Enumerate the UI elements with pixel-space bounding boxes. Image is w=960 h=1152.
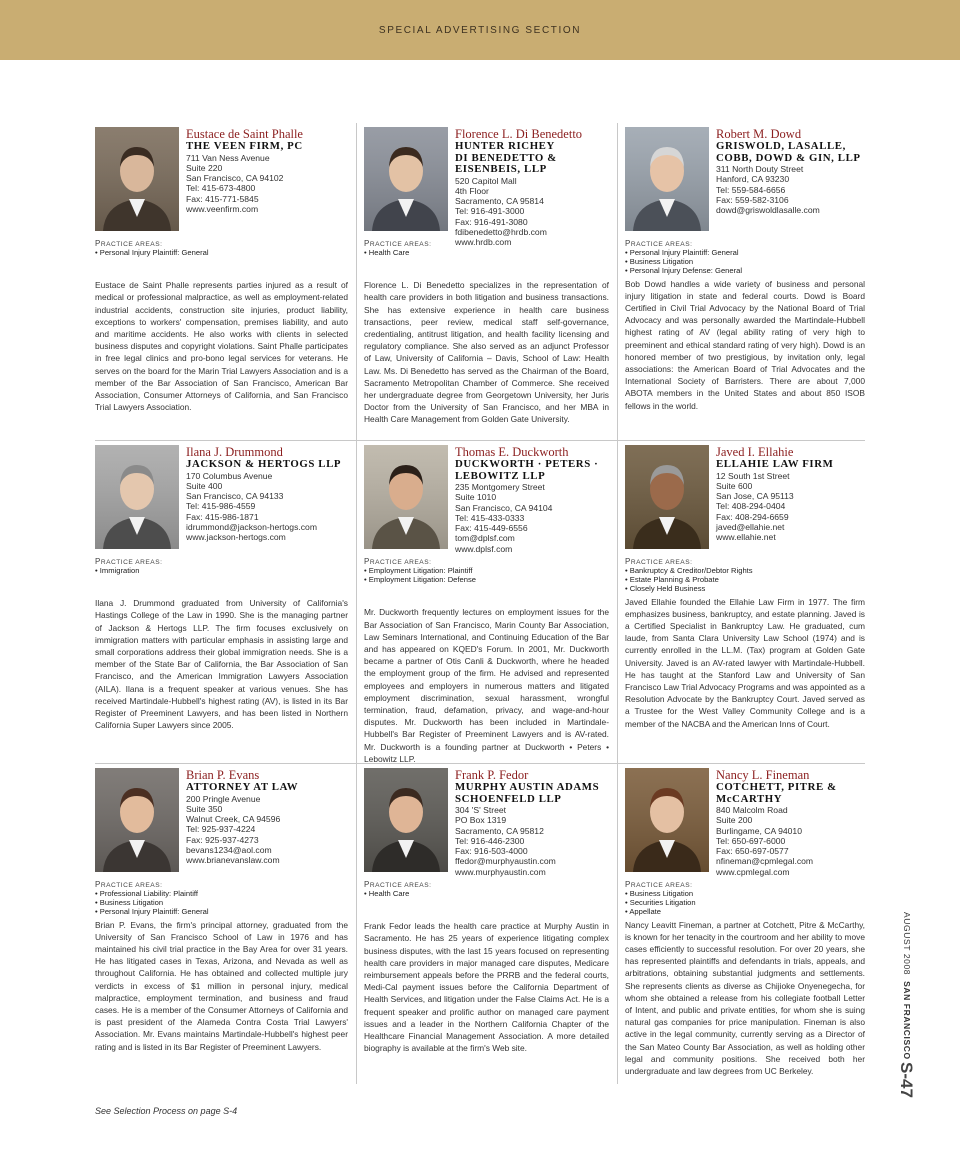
practice-areas-list [625, 566, 865, 594]
practice-areas-label: PRACTICE AREAS: [364, 880, 432, 889]
contact-block [186, 768, 348, 880]
attorney-photo [625, 768, 709, 872]
firm-name-line: LEBOWITZ LLP [455, 469, 546, 482]
portrait-icon [95, 768, 179, 872]
practice-area-item: • Professional Liability: Plaintiff [95, 889, 198, 898]
contact-line: Suite 200 [716, 815, 753, 826]
contact-line: Suite 350 [186, 803, 223, 814]
contact-line: www.cpmlegal.com [716, 866, 790, 877]
attorney-photo [364, 445, 448, 549]
contact-line: 4th Floor [455, 185, 489, 196]
profile-header [625, 445, 865, 557]
contact-line: tom@dplsf.com [455, 533, 515, 544]
practice-area-item: • Health Care [364, 889, 410, 898]
attorney-profile [95, 764, 356, 1084]
profile-header [625, 768, 865, 880]
section-banner [0, 0, 960, 60]
attorney-name: Robert M. Dowd [716, 127, 802, 141]
attorney-name: Nancy L. Fineman [716, 768, 810, 782]
attorney-photo [364, 127, 448, 231]
contact-line: Fax: 650-697-0577 [716, 846, 789, 857]
contact-line: Tel: 408-294-0404 [716, 501, 786, 512]
attorney-name: Javed I. Ellahie [716, 445, 794, 459]
contact-line: fdibenedetto@hrdb.com [455, 226, 547, 237]
contact-line: San Jose, CA 95113 [716, 491, 794, 502]
section-label: SPECIAL ADVERTISING SECTION [378, 24, 582, 36]
practice-area-item: • Personal Injury Plaintiff: General [95, 907, 209, 917]
contact-line: Tel: 559-584-6656 [716, 184, 786, 195]
practice-area-item: • Appellate [625, 907, 662, 917]
practice-area-item: • Business Litigation [625, 889, 694, 898]
portrait-icon [364, 768, 448, 872]
practice-area-item: • Personal Injury Plaintiff: General [95, 248, 209, 257]
contact-block [455, 127, 609, 248]
practice-areas-list [364, 248, 609, 257]
contact-line: www.ellahie.net [716, 532, 776, 543]
contact-line: 304 'S' Street [455, 805, 507, 815]
practice-areas-label: PRACTICE AREAS: [364, 557, 432, 566]
attorney-profile [95, 441, 356, 763]
practice-areas-list [95, 889, 348, 917]
contact-line: Tel: 916-446-2300 [455, 835, 525, 846]
contact-line: 711 Van Ness Avenue [186, 152, 270, 163]
page-number: S-47 [897, 1062, 916, 1098]
portrait-icon [95, 445, 179, 549]
contact-line: Tel: 415-986-4559 [186, 501, 256, 512]
contact-line: 235 Montgomery Street [455, 482, 545, 492]
portrait-icon [625, 768, 709, 872]
contact-line: PO Box 1319 [455, 815, 507, 826]
contact-line: bevans1234@aol.com [186, 844, 272, 855]
contact-line: Hanford, CA 93230 [716, 174, 790, 185]
contact-line: Fax: 925-937-4273 [186, 834, 259, 845]
attorney-bio: Florence L. Di Benedetto specializes in the representation of health care providers in both litigation and business transactions. She has extensive experience in health care business transactions, peer review, medical staff self-governance, credentialing, antitrust litigation, and health facility licensing and regulatory compliance. She also served as an adjunct Professor of Law, University of California – Davis, School of Law: Health Law. Ms. Di Benedetto has served as the Chairman of the Board, Sacramento Metropolitan Chamber of Commerce. She received her undergraduate degree from Georgetown University, her Juris Doctor from the University of San Francisco, and her MBA in Health Care Management from Golden Gate University. [364, 280, 609, 425]
attorney-name: Ilana J. Drummond [186, 445, 283, 459]
attorney-bio: Mr. Duckworth frequently lectures on employment issues for the Bar Association of San Francisco, Marin County Bar Association, Law Seminars International, and Continuing Education of the Bar and has appeared on KQED's Forum. In 2001, Mr. Duckworth became a partner of Otis Canli & Duckworth, where he headed the employment group of the firm. He advised and represented employees and employers in numerous matters and litigated employment discrimination, sexual harassment, wrongful termination, fraud, defamation, privacy, and wage-and-hour disputes. Mr. Duckworth has been included in Martindale-Hubbell's Bar Register of Preeminent Lawyers and is AV-rated. Mr. Duckworth is a founding partner at Duckworth • Peters • Lebowitz LLP. [364, 607, 609, 764]
contact-line: idrummond@jackson-hertogs.com [186, 521, 317, 532]
attorney-bio: Nancy Leavitt Fineman, a partner at Cotchett, Pitre & McCarthy, is known for her tenacity in the courtroom and her ability to move cases efficiently to successful resolution. For over 20 years, she has represented plaintiffs and defendants in trials, appeals, and arbitrations, obtaining substantial judgments and settlements. She represents clients as diverse as Chijioke Onyenegecha, for whom she obtained a release from his collegiate football Letter of Intent, and public and private entities, for whom she is suing natural gas companies for price manipulation. Fineman is also active in the legal community, currently serving as a Director of the San Mateo County Bar Association, as well as holding other legal and community positions. She received both her undergraduate and law degrees from UC Berkeley. [625, 919, 865, 1077]
attorney-photo [95, 127, 179, 231]
contact-block [716, 127, 865, 239]
practice-area-item: • Closely Held Business [625, 584, 706, 594]
attorney-profile [617, 441, 865, 763]
profile-header [364, 768, 609, 880]
practice-area-item: • Personal Injury Defense: General [625, 266, 743, 276]
contact-line: Fax: 559-582-3106 [716, 194, 789, 205]
practice-area-item: • Health Care [364, 248, 410, 257]
contact-block [455, 445, 609, 557]
practice-areas-list [364, 889, 609, 898]
attorney-profile [356, 441, 617, 763]
firm-name-line: ATTORNEY AT LAW [186, 781, 299, 793]
attorney-photo [95, 768, 179, 872]
contact-line: www.veenfirm.com [186, 203, 259, 214]
profile-header [625, 127, 865, 239]
attorney-photo [625, 127, 709, 231]
magazine-name: SAN FRANCISCO [902, 981, 912, 1060]
practice-area-item: • Employment Litigation: Plaintiff [364, 566, 473, 575]
contact-line: Tel: 650-697-6000 [716, 835, 786, 846]
contact-line: Fax: 415-986-1871 [186, 511, 259, 522]
contact-line: Suite 1010 [455, 492, 497, 503]
attorney-bio: Bob Dowd handles a wide variety of business and personal injury litigation in state and federal courts. Dowd is Board Certified in Civil Trial Advocacy by the National Board of Trial Advocacy and was personally awarded the Martindale-Hubbell highest rating of AV (legal ability rating of very high to preeminent and ethical standard rating of very high). Dowd is an honored member of two prestigious, by invitation only, legal associations: the American Board of Trial Advocates and the International Society of Barristers. There are about 7,000 ABOTA members in the United States and about 850 ISOB fellows in the world. [625, 278, 865, 411]
practice-areas-label: PRACTICE AREAS: [625, 557, 693, 566]
attorney-name: Frank P. Fedor [455, 768, 529, 782]
attorney-bio: Javed Ellahie founded the Ellahie Law Firm in 1977. The firm emphasizes business, bankruptcy, and estate planning. Javed is a Certified Specialist in Bankruptcy Law. He graduated, cum laude, from Santa Clara University Law School (1974) and is currently enrolled in the LL.M. (Tax) program at Golden Gate University. Javed is an AV-rated lawyer with Martindale-Hubbell. He has taught at the Stanford Law and University of San Francisco Law Trial Advocacy Programs and was appointed as a Resolution Advocate by the Bankruptcy Court. Javed served as a Trustee for the West Valley Community College and is a member of the NACBA and the American Inns of Court. [625, 596, 865, 729]
contact-line: Fax: 415-449-6556 [455, 523, 528, 534]
contact-line: 311 North Douty Street [716, 164, 804, 174]
attorney-profile [95, 123, 356, 440]
firm-name-line: JACKSON & HERTOGS LLP [186, 458, 342, 470]
contact-line: Walnut Creek, CA 94596 [186, 814, 281, 825]
attorney-name: Eustace de Saint Phalle [186, 127, 303, 141]
contact-line: javed@ellahie.net [716, 521, 785, 532]
firm-name-line: McCARTHY [716, 792, 783, 805]
practice-area-item: • Bankruptcy & Creditor/Debtor Rights [625, 566, 753, 575]
practice-areas-label: PRACTICE AREAS: [95, 557, 163, 566]
practice-area-item: • Estate Planning & Probate [625, 575, 719, 585]
attorney-name: Brian P. Evans [186, 768, 260, 782]
contact-line: Fax: 408-294-6659 [716, 511, 789, 522]
firm-name-line: SCHOENFELD LLP [455, 792, 562, 805]
profile-header [95, 768, 348, 880]
contact-line: Fax: 916-503-4000 [455, 846, 528, 857]
contact-block [455, 768, 609, 880]
practice-area-item: • Business Litigation [625, 257, 694, 267]
contact-line: ffedor@murphyaustin.com [455, 856, 556, 867]
portrait-icon [364, 127, 448, 231]
practice-area-item: • Employment Litigation: Defense [364, 575, 476, 585]
contact-line: Fax: 916-491-3080 [455, 216, 528, 227]
contact-line: 520 Capitol Mall [455, 175, 517, 186]
practice-areas-label: PRACTICE AREAS: [95, 880, 163, 889]
issue-date: AUGUST 2008 [902, 912, 912, 976]
portrait-icon [364, 445, 448, 549]
contact-line: www.brianevanslaw.com [186, 855, 280, 866]
firm-name-line: ELLAHIE LAW FIRM [716, 458, 834, 470]
contact-line: www.murphyaustin.com [455, 866, 546, 877]
firm-name-line: DUCKWORTH · PETERS · [455, 458, 599, 470]
contact-line: Sacramento, CA 95814 [455, 196, 544, 207]
attorney-photo [625, 445, 709, 549]
attorney-profile [617, 764, 865, 1084]
contact-line: Suite 220 [186, 162, 223, 173]
practice-area-item: • Personal Injury Plaintiff: General [625, 248, 739, 257]
firm-name-line: THE VEEN FIRM, PC [186, 140, 303, 152]
firm-name-line: MURPHY AUSTIN ADAMS [455, 781, 600, 793]
contact-line: Suite 600 [716, 480, 753, 491]
practice-areas-label: PRACTICE AREAS: [95, 239, 163, 248]
contact-line: Tel: 415-673-4800 [186, 183, 256, 194]
practice-areas-label: PRACTICE AREAS: [625, 880, 693, 889]
practice-areas-list [95, 248, 348, 257]
attorney-profile [617, 123, 865, 440]
practice-areas-label: PRACTICE AREAS: [625, 239, 693, 248]
attorney-profile [356, 123, 617, 440]
practice-areas-list [625, 889, 865, 917]
attorney-name: Thomas E. Duckworth [455, 445, 569, 459]
contact-line: Tel: 925-937-4224 [186, 824, 256, 835]
profile-row [95, 763, 865, 1084]
practice-area-item: • Securities Litigation [625, 898, 696, 908]
profile-row [95, 440, 865, 763]
contact-block [716, 445, 865, 557]
portrait-icon [625, 127, 709, 231]
contact-line: San Francisco, CA 94133 [186, 491, 284, 502]
contact-line: 12 South 1st Street [716, 470, 790, 481]
contact-line: Tel: 916-491-3000 [455, 206, 525, 217]
firm-name-line: EISENBEIS, LLP [455, 163, 547, 175]
issue-sidebar [902, 912, 912, 1060]
profile-header [364, 445, 609, 557]
practice-area-item: • Business Litigation [95, 898, 164, 908]
attorney-bio: Ilana J. Drummond graduated from University of California's Hastings College of the Law in 1990. She is the managing partner of Jackson & Hertogs LLP. The firm focuses exclusively on immigration matters with particular emphasis in assisting large and small corporations address their global immigration needs. She is a member of the State Bar of California, the Bar Association of San Francisco, and the American Immigration Lawyers Association (AILA). Ilana is a frequent speaker at various venues. She has received Martindale-Hubbell's highest rating (AV), is listed in its Bar Register of Preeminent Lawyers, and has been listed in Northern California Super Lawyers since 2005. [95, 598, 348, 731]
attorney-photo [95, 445, 179, 549]
firm-name-line: DI BENEDETTO & [455, 151, 557, 164]
attorney-grid [95, 123, 865, 1084]
contact-block [716, 768, 865, 880]
practice-areas-list [364, 566, 609, 584]
practice-areas-list [625, 248, 865, 276]
contact-line: Suite 400 [186, 480, 223, 491]
firm-name-line: HUNTER RICHEY [455, 140, 555, 152]
attorney-bio: Eustace de Saint Phalle represents parties injured as a result of medical or professional malpractice, as well as employment-related industrial accidents, construction site injuries, product liability, exceptions to workers' compensation, premises liability, and auto and maritime accidents. He also works with clients in selected business disputes and copyright violations. Saint Phalle participates in free legal clinics and pro-bono legal services for veterans. He serves on the board for the Marin Trial Lawyers Association and is a member of the Bar Association of San Francisco, American Bar Association, Consumer Attorneys of California, and San Francisco Trial Lawyers Association. [95, 280, 348, 413]
contact-line: Tel: 415-433-0333 [455, 512, 525, 523]
profile-row [95, 123, 865, 440]
contact-line: dowd@griswoldlasalle.com [716, 205, 820, 216]
attorney-bio: Frank Fedor leads the health care practice at Murphy Austin in Sacramento. He has 25 years of experience litigating complex business disputes, with the last 15 years focused on representing health care providers in major managed care disputes, Medicare reimbursement appeals before the PRRB and the federal courts, Medi-Cal payment issues before the California Department of Health Services, and litigation under the False Claims Act. He is a frequent speaker and prolific author on managed care payment issues and a leader in the Northern California Chapter of the Healthcare Financial Management Association. A more detailed biography is available at the firm's Web site. [364, 921, 609, 1054]
attorney-profile [356, 764, 617, 1084]
contact-line: www.dplsf.com [455, 543, 513, 554]
contact-line: www.hrdb.com [455, 237, 512, 248]
portrait-icon [625, 445, 709, 549]
profile-header [95, 445, 348, 557]
firm-name-line: COTCHETT, PITRE & [716, 781, 837, 793]
attorney-photo [364, 768, 448, 872]
attorney-name: Florence L. Di Benedetto [455, 127, 583, 141]
firm-name-line: COBB, DOWD & GIN, LLP [716, 151, 861, 164]
practice-areas-list [95, 566, 348, 575]
contact-line: 840 Malcolm Road [716, 805, 788, 815]
contact-line: 170 Columbus Avenue [186, 470, 273, 481]
contact-line: San Francisco, CA 94104 [455, 502, 553, 513]
contact-block [186, 127, 348, 239]
firm-name-line: GRISWOLD, LASALLE, [716, 140, 846, 152]
practice-areas-label: PRACTICE AREAS: [364, 239, 432, 248]
practice-area-item: • Immigration [95, 566, 140, 575]
contact-line: 200 Pringle Avenue [186, 793, 261, 804]
contact-line: Burlingame, CA 94010 [716, 825, 802, 836]
contact-line: San Francisco, CA 94102 [186, 173, 284, 184]
contact-line: www.jackson-hertogs.com [186, 532, 286, 543]
attorney-bio: Brian P. Evans, the firm's principal attorney, graduated from the University of San Francisco School of Law in 1976 and has maintained his civil trial practice in the Bay Area for over 31 years. He has litigated cases in Texas, Arizona, and Nevada as well as throughout California. He has obtained and collected multiple jury verdicts in excess of $1 million in personal injury, medical malpractice, employment termination, and business and fraud cases. He is a member of the Consumer Attorneys of California and is past president of the Alameda Contra Costa Trial Lawyers' Association. Mr. Evans maintains Martindale-Hubbell's highest peer rating and is listed in its Bar Register of Preeminent Lawyers. [95, 919, 348, 1052]
contact-line: Sacramento, CA 95812 [455, 825, 544, 836]
contact-line: nfineman@cpmlegal.com [716, 856, 814, 867]
profile-header [95, 127, 348, 239]
portrait-icon [95, 127, 179, 231]
selection-process-note: See Selection Process on page S-4 [95, 1106, 238, 1116]
contact-block [186, 445, 348, 557]
contact-line: Fax: 415-771-5845 [186, 193, 259, 204]
